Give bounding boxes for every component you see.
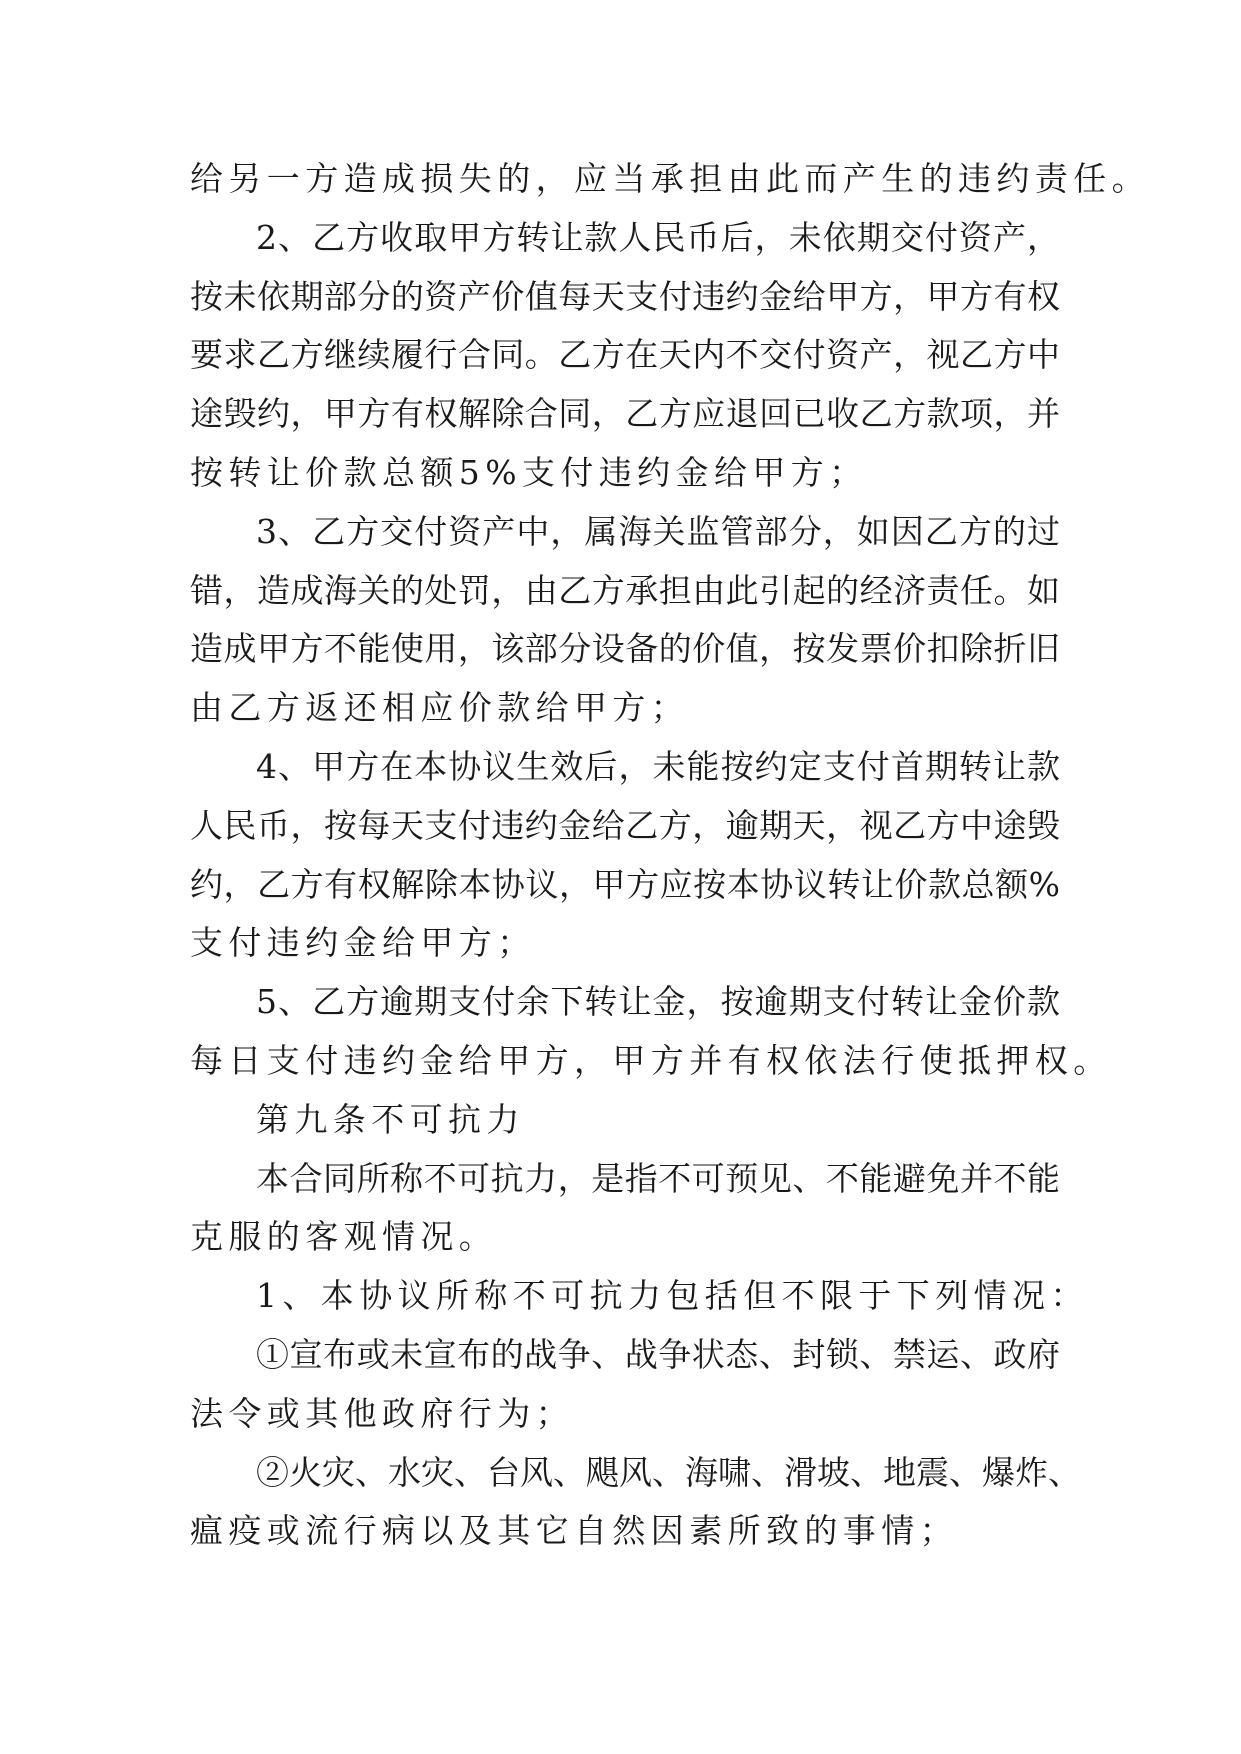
text-line: 克服的客观情况。 <box>190 1217 498 1257</box>
paragraph-line: ②火灾、水灾、台风、飓风、海啸、滑坡、地震、爆炸、 <box>256 1452 1081 1492</box>
text-line: 支付违约金给甲方； <box>190 923 536 963</box>
text-line: 约，乙方有权解除本协议，甲方应按本协议转让价款总额% <box>190 864 1060 904</box>
paragraph-line: 2、乙方收取甲方转让款人民币后，未依期交付资产， <box>256 217 1060 257</box>
text-line: 造成甲方不能使用，该部分设备的价值，按发票价扣除折旧 <box>190 629 1060 669</box>
text-line: 按转让价款总额5%支付违约金给甲方； <box>190 452 868 492</box>
text-line: 给另一方造成损失的，应当承担由此而产生的违约责任。 <box>190 159 1150 198</box>
text-line: 每日支付违约金给甲方，甲方并有权依法行使抵押权。 <box>190 1040 1112 1080</box>
paragraph-line: 1、本协议所称不可抗力包括但不限于下列情况： <box>256 1276 1089 1316</box>
text-line: 瘟疫或流行病以及其它自然因素所致的事情； <box>190 1511 958 1551</box>
text-line: 途毁约，甲方有权解除合同，乙方应退回已收乙方款项，并 <box>190 394 1060 434</box>
text-line: 错，造成海关的处罚，由乙方承担由此引起的经济责任。如 <box>190 570 1060 610</box>
text-line: 人民币，按每天支付违约金给乙方，逾期天，视乙方中途毁 <box>190 805 1060 845</box>
text-line: 按未依期部分的资产价值每天支付违约金给甲方，甲方有权 <box>190 276 1060 316</box>
paragraph-line: 本合同所称不可抗力，是指不可预见、不能避免并不能 <box>256 1158 1060 1198</box>
text-line: 要求乙方继续履行合同。乙方在天内不交付资产，视乙方中 <box>190 335 1060 375</box>
document-page <box>190 150 1150 1561</box>
paragraph-line: 4、甲方在本协议生效后，未能按约定支付首期转让款 <box>256 746 1060 786</box>
section-heading: 第九条不可抗力 <box>256 1099 525 1139</box>
paragraph-line: ①宣布或未宣布的战争、战争状态、封锁、禁运、政府 <box>256 1334 1060 1374</box>
paragraph-line: 3、乙方交付资产中，属海关监管部分，如因乙方的过 <box>256 511 1060 551</box>
paragraph-line: 5、乙方逾期支付余下转让金，按逾期支付转让金价款 <box>256 982 1060 1022</box>
text-line: 法令或其他政府行为； <box>190 1393 574 1433</box>
text-line: 由乙方返还相应价款给甲方； <box>190 688 690 728</box>
